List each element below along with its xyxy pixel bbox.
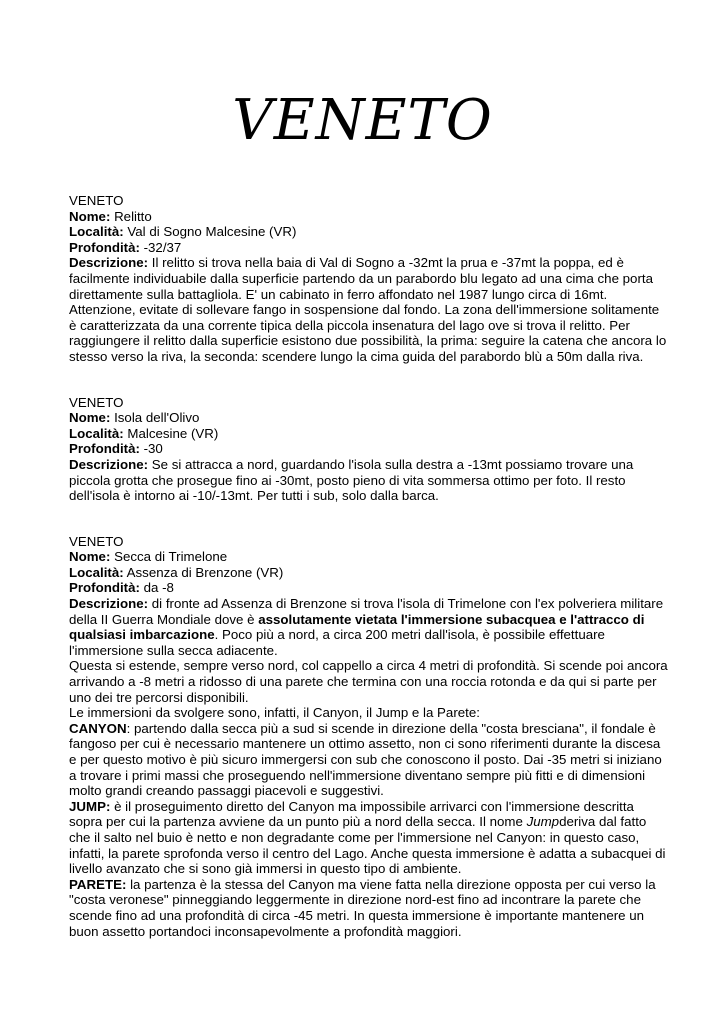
location-value: Malcesine (VR) [127,425,219,441]
dive-entry-secca-trimelone [69,534,669,939]
jump-italic: Jump [526,814,560,830]
entry-region: VENETO [69,394,124,410]
name-value: Secca di Trimelone [114,549,228,565]
depth-label: Profondità: [69,580,140,596]
route-parete [69,877,669,939]
description-value: Se si attracca a nord, guardando l'isola sulla destra a -13mt possiamo trovare una piccola grotta che prosegue fino ai -30mt, posto pieno di vita sommersa ottimo per foto. Il resto dell'isola è intorno ai -10/-13mt. Per tutti i sub, solo dalla barca. [69,456,634,504]
jump-label: JUMP: [69,798,111,814]
entry-name [69,209,669,225]
description-text-a: di fronte ad Assenza di Brenzone si trova l'isola di Trimelone con l'ex polveriera militare della II Guerra Mondiale dove è [69,596,664,627]
entry-depth [69,441,669,457]
entry-description [69,255,669,364]
parete-text: la partenza è la stessa del Canyon ma viene fatta nella direzione opposta per cui verso la "costa veronese" pinneggiando leggermente in direzione nord-est fino ad incontrare la parete che scende fino ad una profondità di circa -45 metri. In questa immersione è importante mantenere un buon assetto portandoci inconsapevolmente a profondità maggiori. [69,876,656,939]
name-label: Nome: [69,410,111,426]
description-text-b: . Poco più a nord, a circa 200 metri dall'isola, è possibile effettuare l'immersione sulla secca adiacente. [69,627,605,658]
name-label: Nome: [69,549,111,565]
canyon-label: CANYON [69,720,127,736]
dive-entry-relitto [69,193,669,365]
depth-label: Profondità: [69,239,140,255]
entry-description [69,457,669,504]
description-warning: assolutamente vietata l'immersione subacquea e l'attracco di qualsiasi imbarcazione [69,611,645,643]
depth-value: -32/37 [143,239,182,255]
description-paragraph-3: Le immersioni da svolgere sono, infatti, il Canyon, il Jump e la Parete: [69,705,480,721]
entry-location [69,426,669,442]
entry-name [69,410,669,426]
entry-region: VENETO [69,533,124,549]
entry-region: VENETO [69,193,124,208]
jump-text-a: è il proseguimento diretto del Canyon ma impossibile arrivarci con l'immersione descritta sopra per cui la partenza avviene da un punto più a nord della secca. Il nome [69,798,634,830]
name-value: Relitto [114,208,152,224]
location-label: Località: [69,224,124,240]
jump-text-b: deriva dal fatto che il salto nel buio è netto e non degradante come per l'immersione nel Canyon: in questo caso, infatti, la parete sprofonda verso il centro del Lago. Anche questa immersione è adatta a subacquei di livello avanzato che si sono già immersi in questo tipo di ambiente. [69,814,666,877]
description-label: Descrizione: [69,456,149,472]
description-value: Il relitto si trova nella baia di Val di Sogno a -32mt la prua e -37mt la poppa, ed è facilmente individuabile dalla superficie partendo da un parabordo blu legato ad una cima che porta direttamente sulla battagliola. E' un cabinato in ferro affondato nel 1987 lungo circa di 16mt. Attenzione, evitate di sollevare fango in sospensione dal fondo. La zona dell'immersione solitamente è caratterizzata da una corrente tipica della piccola insenatura del lago ove si trova il relitto. Per raggiungere il relitto dalla superficie esistono due possibilità, la prima: seguire la catena che ancora lo stesso verso la riva, la seconda: scendere lungo la cima guida del parabordo blù a 50m dalla riva. [69,255,667,364]
document-body [69,193,669,969]
entry-depth [69,580,669,596]
location-value: Val di Sogno Malcesine (VR) [127,224,297,240]
name-label: Nome: [69,208,111,224]
depth-value: -30 [143,441,163,457]
dive-entry-isola-olivo [69,395,669,504]
canyon-text: : partendo dalla secca più a sud si scende in direzione della "costa bresciana", il fondale è fangoso per cui è necessario mantenere un ottimo assetto, non ci sono riferimenti durante la discesa e per questo motivo è più sicuro immergersi con sub che conoscono il posto. Dai -35 metri si iniziano a trovare i primi massi che proseguendo nell'immersione diventano sempre più fitti e di dimensioni molto grandi creando passaggi piacevoli e suggestivi. [69,720,662,799]
entry-location [69,224,669,240]
location-label: Località: [69,564,124,580]
entry-description [69,596,669,658]
description-label: Descrizione: [69,255,149,271]
entry-location [69,565,669,581]
depth-label: Profondità: [69,441,140,457]
entry-name [69,549,669,565]
location-label: Località: [69,425,124,441]
parete-label: PARETE: [69,876,127,892]
location-value: Assenza di Brenzone (VR) [126,564,284,580]
name-value: Isola dell'Olivo [114,410,200,426]
description-paragraph-2: Questa si estende, sempre verso nord, col cappello a circa 4 metri di profondità. Si scende poi ancora arrivando a -8 metri a ridosso di una parete che termina con una roccia rotonda e da qui si parte per uno dei tre percorsi disponibili. [69,658,668,705]
depth-value: da -8 [143,580,174,596]
route-canyon [69,721,669,799]
entry-depth [69,240,669,256]
description-label: Descrizione: [69,596,149,612]
route-jump [69,799,669,877]
document-title: VENETO [232,88,493,153]
